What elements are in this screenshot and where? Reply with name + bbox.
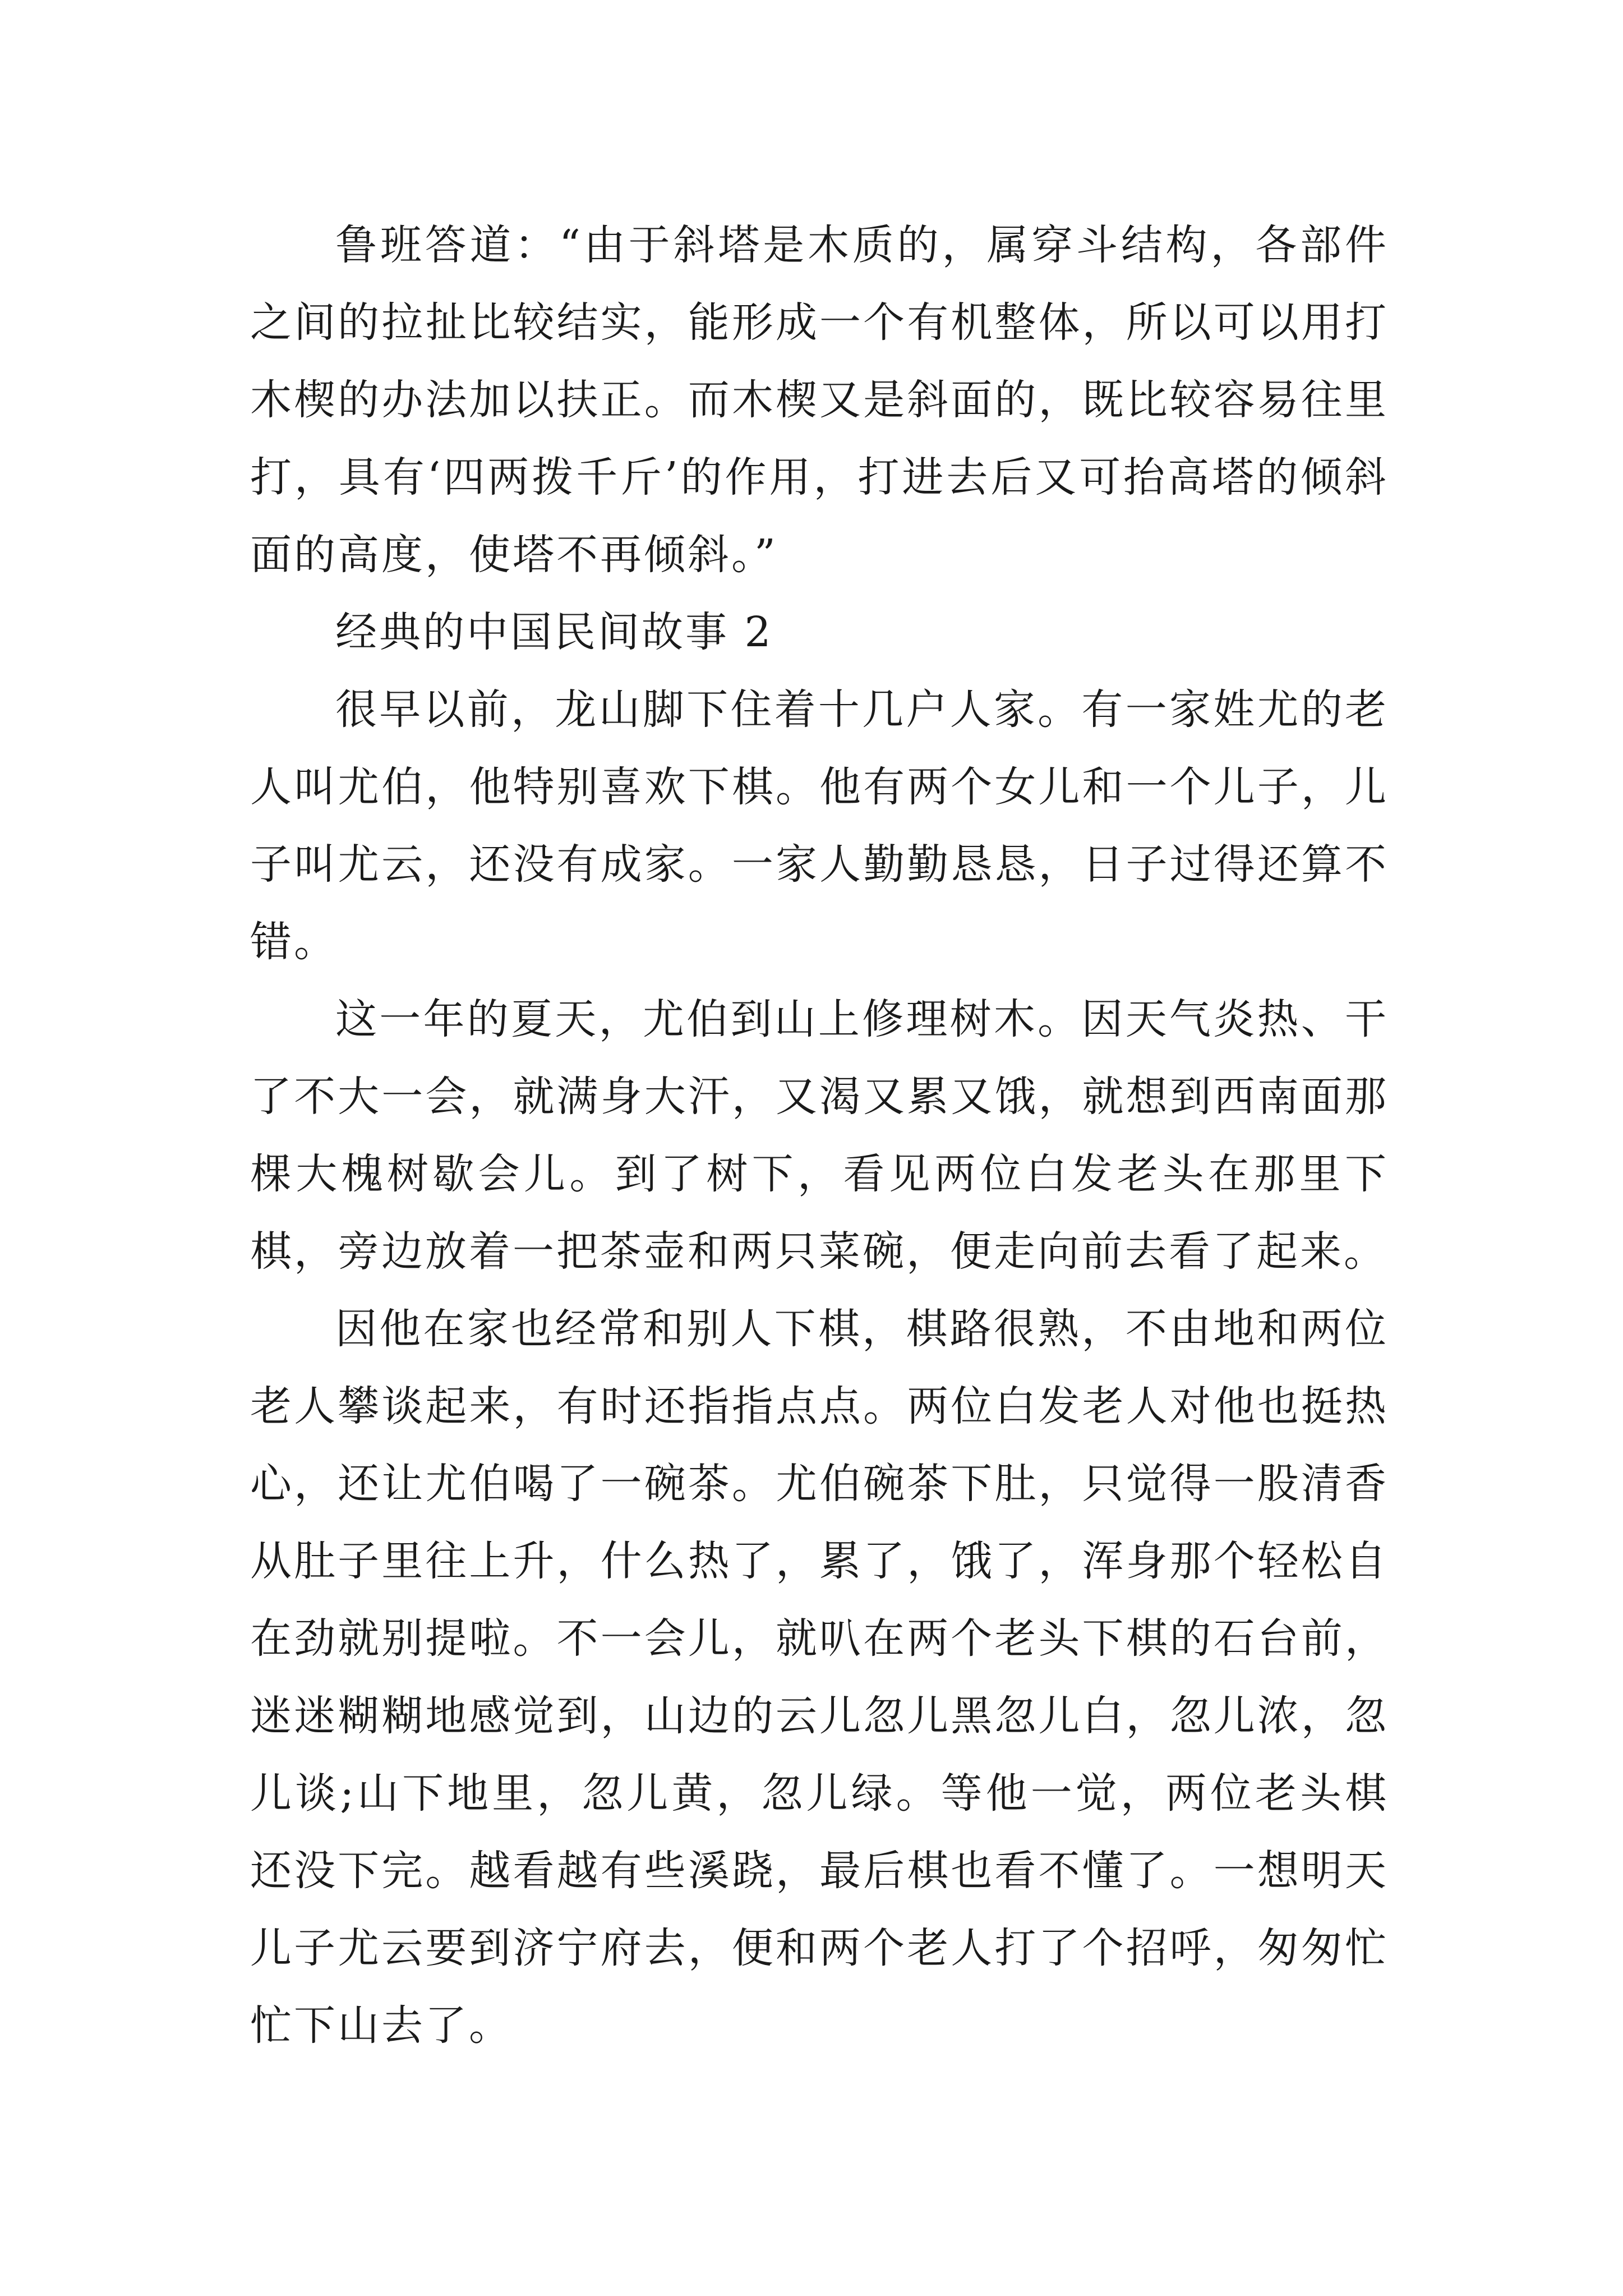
document-body [250,206,1389,2064]
section-title: 经典的中国民间故事 2 [335,608,773,656]
paragraph-story-1: 很早以前，龙山脚下住着十几户人家。有一家姓尤的老人叫尤伯，他特别喜欢下棋。他有两个女儿和一个儿子，儿子叫尤云，还没有成家。一家人勤勤恳恳，日子过得还算不错。 [250,685,1389,966]
paragraph-story-2: 这一年的夏天，尤伯到山上修理树木。因天气炎热、干了不大一会，就满身大汗，又渴又累又饿，就想到西南面那棵大槐树歇会儿。到了树下，看见两位白发老头在那里下棋，旁边放着一把茶壶和两只菜碗，便走向前去看了起来。 [250,995,1389,1276]
paragraph-story-3: 因他在家也经常和别人下棋，棋路很熟，不由地和两位老人攀谈起来，有时还指指点点。两位白发老人对他也挺热心，还让尤伯喝了一碗茶。尤伯碗茶下肚，只觉得一股清香从肚子里往上升，什么热了，累了，饿了，浑身那个轻松自在劲就别提啦。不一会儿，就叭在两个老头下棋的石台前，迷迷糊糊地感觉到，山边的云儿忽儿黑忽儿白，忽儿浓，忽儿谈;山下地里，忽儿黄，忽儿绿。等他一觉，两位老头棋还没下完。越看越有些溪跷，最后棋也看不懂了。一想明天儿子尤云要到济宁府去，便和两个老人打了个招呼，匆匆忙忙下山去了。 [250,1305,1389,2050]
paragraph-lu-ban-answer: 鲁班答道：“由于斜塔是木质的，属穿斗结构，各部件之间的拉扯比较结实，能形成一个有机整体，所以可以用打木楔的办法加以扶正。而木楔又是斜面的，既比较容易往里打，具有‘四两拨千斤’的作用，打进去后又可抬高塔的倾斜面的高度，使塔不再倾斜。” [250,221,1389,579]
